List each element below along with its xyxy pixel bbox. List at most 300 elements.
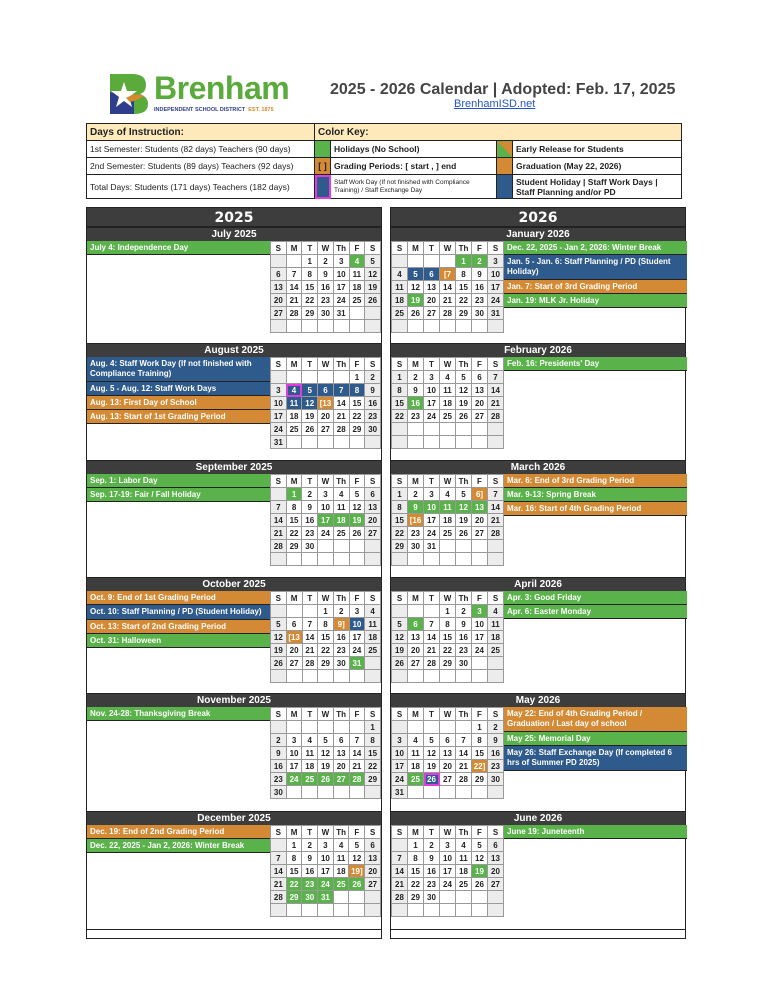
day-cell: 6 [408,618,424,631]
day-cell: 9 [271,747,287,760]
event-item: May 25: Memorial Day [504,732,687,746]
day-cell: 11 [349,268,365,281]
day-cell: 10 [424,384,440,397]
empty-day-cell [302,786,318,799]
event-list [87,825,270,853]
day-cell: 28 [456,773,472,786]
day-cell: 16 [333,631,349,644]
day-cell: 29 [392,540,408,553]
day-cell: 17 [318,865,334,878]
empty-day-cell [333,371,349,384]
empty-day-cell [424,436,440,449]
day-cell: 27 [286,657,302,670]
day-cell: 21 [271,878,287,891]
empty-day-cell [271,721,287,734]
day-cell: 16 [424,865,440,878]
month-body [391,591,685,695]
weekday-header: W [318,826,334,839]
day-cell: 22 [302,294,318,307]
day-cell: 29 [365,773,381,786]
day-cell: 15 [408,865,424,878]
day-cell: 26 [349,527,365,540]
day-cell: 31 [333,307,349,320]
day-cell: 21 [392,878,408,891]
month-title: July 2025 [87,227,381,241]
weekday-header: T [302,708,318,721]
day-cell: 27 [333,773,349,786]
event-list [87,241,270,255]
month-may2026 [390,693,686,821]
day-cell: 5 [408,268,424,281]
day-cell: 28 [302,657,318,670]
empty-day-cell [456,670,472,683]
day-cell: 23 [456,644,472,657]
weekday-header: F [349,592,365,605]
weekday-header: S [392,826,408,839]
month-title: February 2026 [391,343,685,357]
empty-day-cell [392,721,408,734]
month-title: September 2025 [87,460,381,474]
event-list [87,474,270,502]
day-cell: 19 [392,644,408,657]
empty-day-cell [286,553,302,566]
empty-day-cell [349,320,365,333]
day-cell: 19 [456,397,472,410]
month-body [87,591,381,695]
day-cell: 9 [302,852,318,865]
weekday-header: F [472,475,488,488]
day-cell: 15 [349,397,365,410]
day-cell: 22 [349,410,365,423]
month-jan2026 [390,227,686,355]
empty-day-cell [472,904,488,917]
day-cell: 30 [271,786,287,799]
day-cell: 4 [440,488,456,501]
weekday-header: S [271,242,287,255]
empty-day-cell [488,904,504,917]
event-list [504,707,687,771]
weekday-header: S [488,358,504,371]
empty-day-cell [302,721,318,734]
day-cell: 22 [440,644,456,657]
month-body [391,707,685,811]
empty-day-cell [365,307,381,320]
day-grid [391,474,504,566]
day-cell: 12 [349,501,365,514]
day-cell: 21 [271,527,287,540]
empty-day-cell [424,605,440,618]
logo-subtitle [154,107,274,113]
empty-day-cell [271,670,287,683]
day-cell: 21 [302,644,318,657]
day-cell: 5 [392,618,408,631]
day-cell: 26 [456,410,472,423]
day-cell: 8 [318,618,334,631]
page-title: 2025 - 2026 Calendar | Adopted: Feb. 17, 2025 [330,81,676,98]
day-cell: 20 [365,514,381,527]
day-cell: 6 [333,734,349,747]
day-cell: 16 [302,865,318,878]
day-cell: 11 [408,747,424,760]
empty-day-cell [392,839,408,852]
color-key-heading: Color Key: [315,124,682,141]
empty-day-cell [456,540,472,553]
logo-wordmark: Brenham [154,70,290,106]
district-website-link[interactable]: BrenhamISD.net [454,98,536,110]
day-cell: 17 [472,631,488,644]
empty-day-cell [349,786,365,799]
empty-day-cell [333,904,349,917]
empty-day-cell [302,320,318,333]
day-cell: 11 [333,501,349,514]
day-cell: 3 [488,255,504,268]
day-cell: 22 [365,760,381,773]
day-cell: 15 [392,397,408,410]
empty-day-cell [318,721,334,734]
weekday-header: W [440,475,456,488]
day-grid [270,707,381,799]
day-cell: 24 [318,527,334,540]
day-cell: 27 [318,423,334,436]
empty-day-cell [302,904,318,917]
day-cell: 4 [365,605,381,618]
weekday-header: M [286,475,302,488]
month-body [391,825,685,929]
logo-sub-text: INDEPENDENT SCHOOL DISTRICT [154,107,246,113]
day-cell: 10 [318,501,334,514]
day-cell: 4 [349,255,365,268]
day-cell: 27 [408,657,424,670]
empty-day-cell [333,540,349,553]
day-cell: 31 [392,786,408,799]
empty-day-cell [440,436,456,449]
weekday-header: F [472,242,488,255]
empty-day-cell [440,670,456,683]
day-cell: 14 [488,501,504,514]
empty-day-cell [440,423,456,436]
day-cell: 11 [456,852,472,865]
day-cell: 14 [392,865,408,878]
empty-day-cell [424,320,440,333]
day-cell: 9 [408,501,424,514]
month-dec2025 [86,811,382,939]
day-grid [270,825,381,917]
weekday-header: S [365,708,381,721]
day-cell: 12 [318,747,334,760]
day-cell: 21 [333,410,349,423]
day-cell: 7 [286,268,302,281]
month-body [87,357,381,461]
empty-day-cell [318,436,334,449]
empty-day-cell [318,904,334,917]
day-cell: 28 [286,307,302,320]
day-grid [270,357,381,449]
day-cell: 6 [318,384,334,397]
day-cell: 12 [456,501,472,514]
empty-day-cell [318,786,334,799]
empty-day-cell [472,670,488,683]
event-item: Aug. 13: First Day of School [87,396,270,410]
day-cell: 4 [456,839,472,852]
day-cell: 5 [365,255,381,268]
day-cell: 13 [408,631,424,644]
day-cell: 7 [488,371,504,384]
day-cell: 14 [424,631,440,644]
page-header [0,68,768,120]
day-cell: 25 [408,773,424,786]
empty-day-cell [472,786,488,799]
empty-day-cell [440,891,456,904]
day-cell: 6] [472,488,488,501]
day-cell: 20 [365,865,381,878]
day-cell: 10 [271,397,287,410]
day-cell: 27 [440,773,456,786]
empty-day-cell [488,553,504,566]
weekday-header: W [440,826,456,839]
day-cell: 28 [424,657,440,670]
day-cell: 3 [318,488,334,501]
day-cell: [13 [318,397,334,410]
day-cell: 21 [286,294,302,307]
day-cell: 2 [318,255,334,268]
day-cell: 21 [488,514,504,527]
day-cell: 5 [302,384,318,397]
day-cell: 22 [456,294,472,307]
student-holiday-swatch [497,175,513,199]
empty-day-cell [333,670,349,683]
month-body [87,707,381,811]
day-cell: 1 [365,721,381,734]
day-cell: 25 [286,423,302,436]
weekday-header: S [271,708,287,721]
event-item: Oct. 13: Start of 2nd Grading Period [87,620,270,634]
day-cell: 7 [302,618,318,631]
day-cell: 29 [440,657,456,670]
day-cell: 25 [333,878,349,891]
empty-day-cell [349,553,365,566]
weekday-header: S [271,475,287,488]
day-cell: 31 [349,657,365,670]
day-cell: 30 [318,307,334,320]
empty-day-cell [333,436,349,449]
month-spacer [87,929,381,939]
month-spacer [391,929,685,939]
day-cell: 8 [440,618,456,631]
weekday-header: W [440,358,456,371]
empty-day-cell [440,553,456,566]
day-cell: 7 [349,734,365,747]
weekday-header: T [302,592,318,605]
event-item: Jan. 5 - Jan. 6: Staff Planning / PD (Student Holiday) [504,255,687,280]
day-cell: 18 [488,631,504,644]
day-cell: 1 [392,371,408,384]
event-item: July 4: Independence Day [87,241,270,255]
graduation-swatch [497,158,513,175]
day-cell: 19 [349,514,365,527]
day-cell: 23 [302,878,318,891]
instruction-row-2: 2nd Semester: Students (89 days) Teachers (92 days) [87,158,315,175]
day-cell: 5 [349,839,365,852]
weekday-header: T [302,358,318,371]
empty-day-cell [472,436,488,449]
day-cell: 4 [333,839,349,852]
day-cell: 22 [392,410,408,423]
weekday-header: W [318,358,334,371]
day-cell: 1 [392,488,408,501]
empty-day-cell [365,904,381,917]
day-cell: 31 [318,891,334,904]
day-cell: 5 [456,371,472,384]
day-cell: 18 [349,281,365,294]
weekday-header: Th [333,358,349,371]
weekday-header: M [408,358,424,371]
day-cell: 12 [392,631,408,644]
day-cell: 26 [472,878,488,891]
day-cell: 16 [408,397,424,410]
empty-day-cell [349,307,365,320]
empty-day-cell [488,670,504,683]
event-item: Dec. 22, 2025 - Jan 2, 2026: Winter Break [87,839,270,853]
day-cell: 27 [472,527,488,540]
weekday-header: S [365,358,381,371]
day-cell: 3 [424,488,440,501]
month-jun2026 [390,811,686,939]
day-cell: 23 [424,878,440,891]
empty-day-cell [302,605,318,618]
day-cell: 17 [424,514,440,527]
day-cell: 8 [302,268,318,281]
day-cell: 13 [424,281,440,294]
day-cell: 17 [440,865,456,878]
day-cell: 23 [472,294,488,307]
weekday-header: W [440,242,456,255]
day-cell: 9 [408,384,424,397]
day-cell: 28 [349,773,365,786]
day-cell: 1 [286,839,302,852]
day-cell: 29 [302,307,318,320]
day-cell: 24 [392,773,408,786]
event-item: Dec. 22, 2025 - Jan 2, 2026: Winter Break [504,241,687,255]
day-cell: 27 [472,410,488,423]
day-cell: 8 [456,268,472,281]
day-cell: 8 [286,852,302,865]
weekday-header: S [271,358,287,371]
key-staff-workday: Staff Work Day (If not finished with Compliance Training) / Staff Exchange Day [331,175,497,199]
day-cell: 15 [456,281,472,294]
day-cell: 2 [408,488,424,501]
month-title: December 2025 [87,811,381,825]
weekday-header: M [286,826,302,839]
day-cell: 10 [392,747,408,760]
day-cell: 20 [318,410,334,423]
day-cell: 3 [333,255,349,268]
day-cell: 7 [424,618,440,631]
weekday-header: S [392,475,408,488]
empty-day-cell [424,553,440,566]
day-cell: 11 [302,747,318,760]
empty-day-cell [488,657,504,670]
weekday-header: F [472,708,488,721]
empty-day-cell [271,553,287,566]
empty-day-cell [286,786,302,799]
day-cell: 28 [488,527,504,540]
day-cell: 28 [271,540,287,553]
day-cell: 18 [440,514,456,527]
event-item: Mar. 16: Start of 4th Grading Period [504,502,687,516]
weekday-header: Th [333,242,349,255]
day-cell: 8 [408,852,424,865]
empty-day-cell [318,670,334,683]
day-cell: 1 [302,255,318,268]
empty-day-cell [286,255,302,268]
day-cell: 25 [488,644,504,657]
day-cell: 4 [488,605,504,618]
day-cell: 13 [365,852,381,865]
day-cell: 27 [365,878,381,891]
empty-day-cell [271,320,287,333]
day-cell: 11 [440,384,456,397]
key-student-holiday: Student Holiday | Staff Work Days | Staff Planning and/or PD [513,175,682,199]
day-grid [270,241,381,333]
day-cell: 13 [472,384,488,397]
empty-day-cell [472,423,488,436]
empty-day-cell [488,891,504,904]
month-title: May 2026 [391,693,685,707]
empty-day-cell [302,371,318,384]
event-item: Aug. 5 - Aug. 12: Staff Work Days [87,382,270,396]
day-grid [391,707,504,799]
empty-day-cell [456,423,472,436]
day-cell: 3 [286,734,302,747]
key-early-release: Early Release for Students [513,141,682,158]
day-cell: 7 [392,852,408,865]
day-cell: 16 [271,760,287,773]
day-cell: 20 [488,865,504,878]
day-cell: 26 [318,773,334,786]
day-cell: 1 [349,371,365,384]
empty-day-cell [440,786,456,799]
day-cell: 26 [365,294,381,307]
day-cell: 19 [318,760,334,773]
day-cell: 26 [349,878,365,891]
day-cell: 5 [349,488,365,501]
instruction-row-3: Total Days: Students (171 days) Teachers (182 days) [87,175,315,199]
empty-day-cell [392,436,408,449]
day-cell: 21 [488,397,504,410]
weekday-header: Th [456,358,472,371]
day-cell: 19 [408,294,424,307]
empty-day-cell [333,320,349,333]
day-cell: 18 [440,397,456,410]
empty-day-cell [472,320,488,333]
day-cell: 7 [271,852,287,865]
weekday-header: Th [456,708,472,721]
day-cell: 2 [424,839,440,852]
empty-day-cell [408,255,424,268]
day-cell: 15 [286,514,302,527]
day-cell: 5 [472,839,488,852]
event-item: Mar. 9-13: Spring Break [504,488,687,502]
empty-day-cell [318,553,334,566]
month-title: November 2025 [87,693,381,707]
empty-day-cell [472,553,488,566]
empty-day-cell [456,320,472,333]
day-cell: 17 [333,281,349,294]
day-cell: 2 [472,255,488,268]
event-item: Jan. 19: MLK Jr. Holiday [504,294,687,308]
weekday-header: Th [456,826,472,839]
day-cell: 17 [271,410,287,423]
